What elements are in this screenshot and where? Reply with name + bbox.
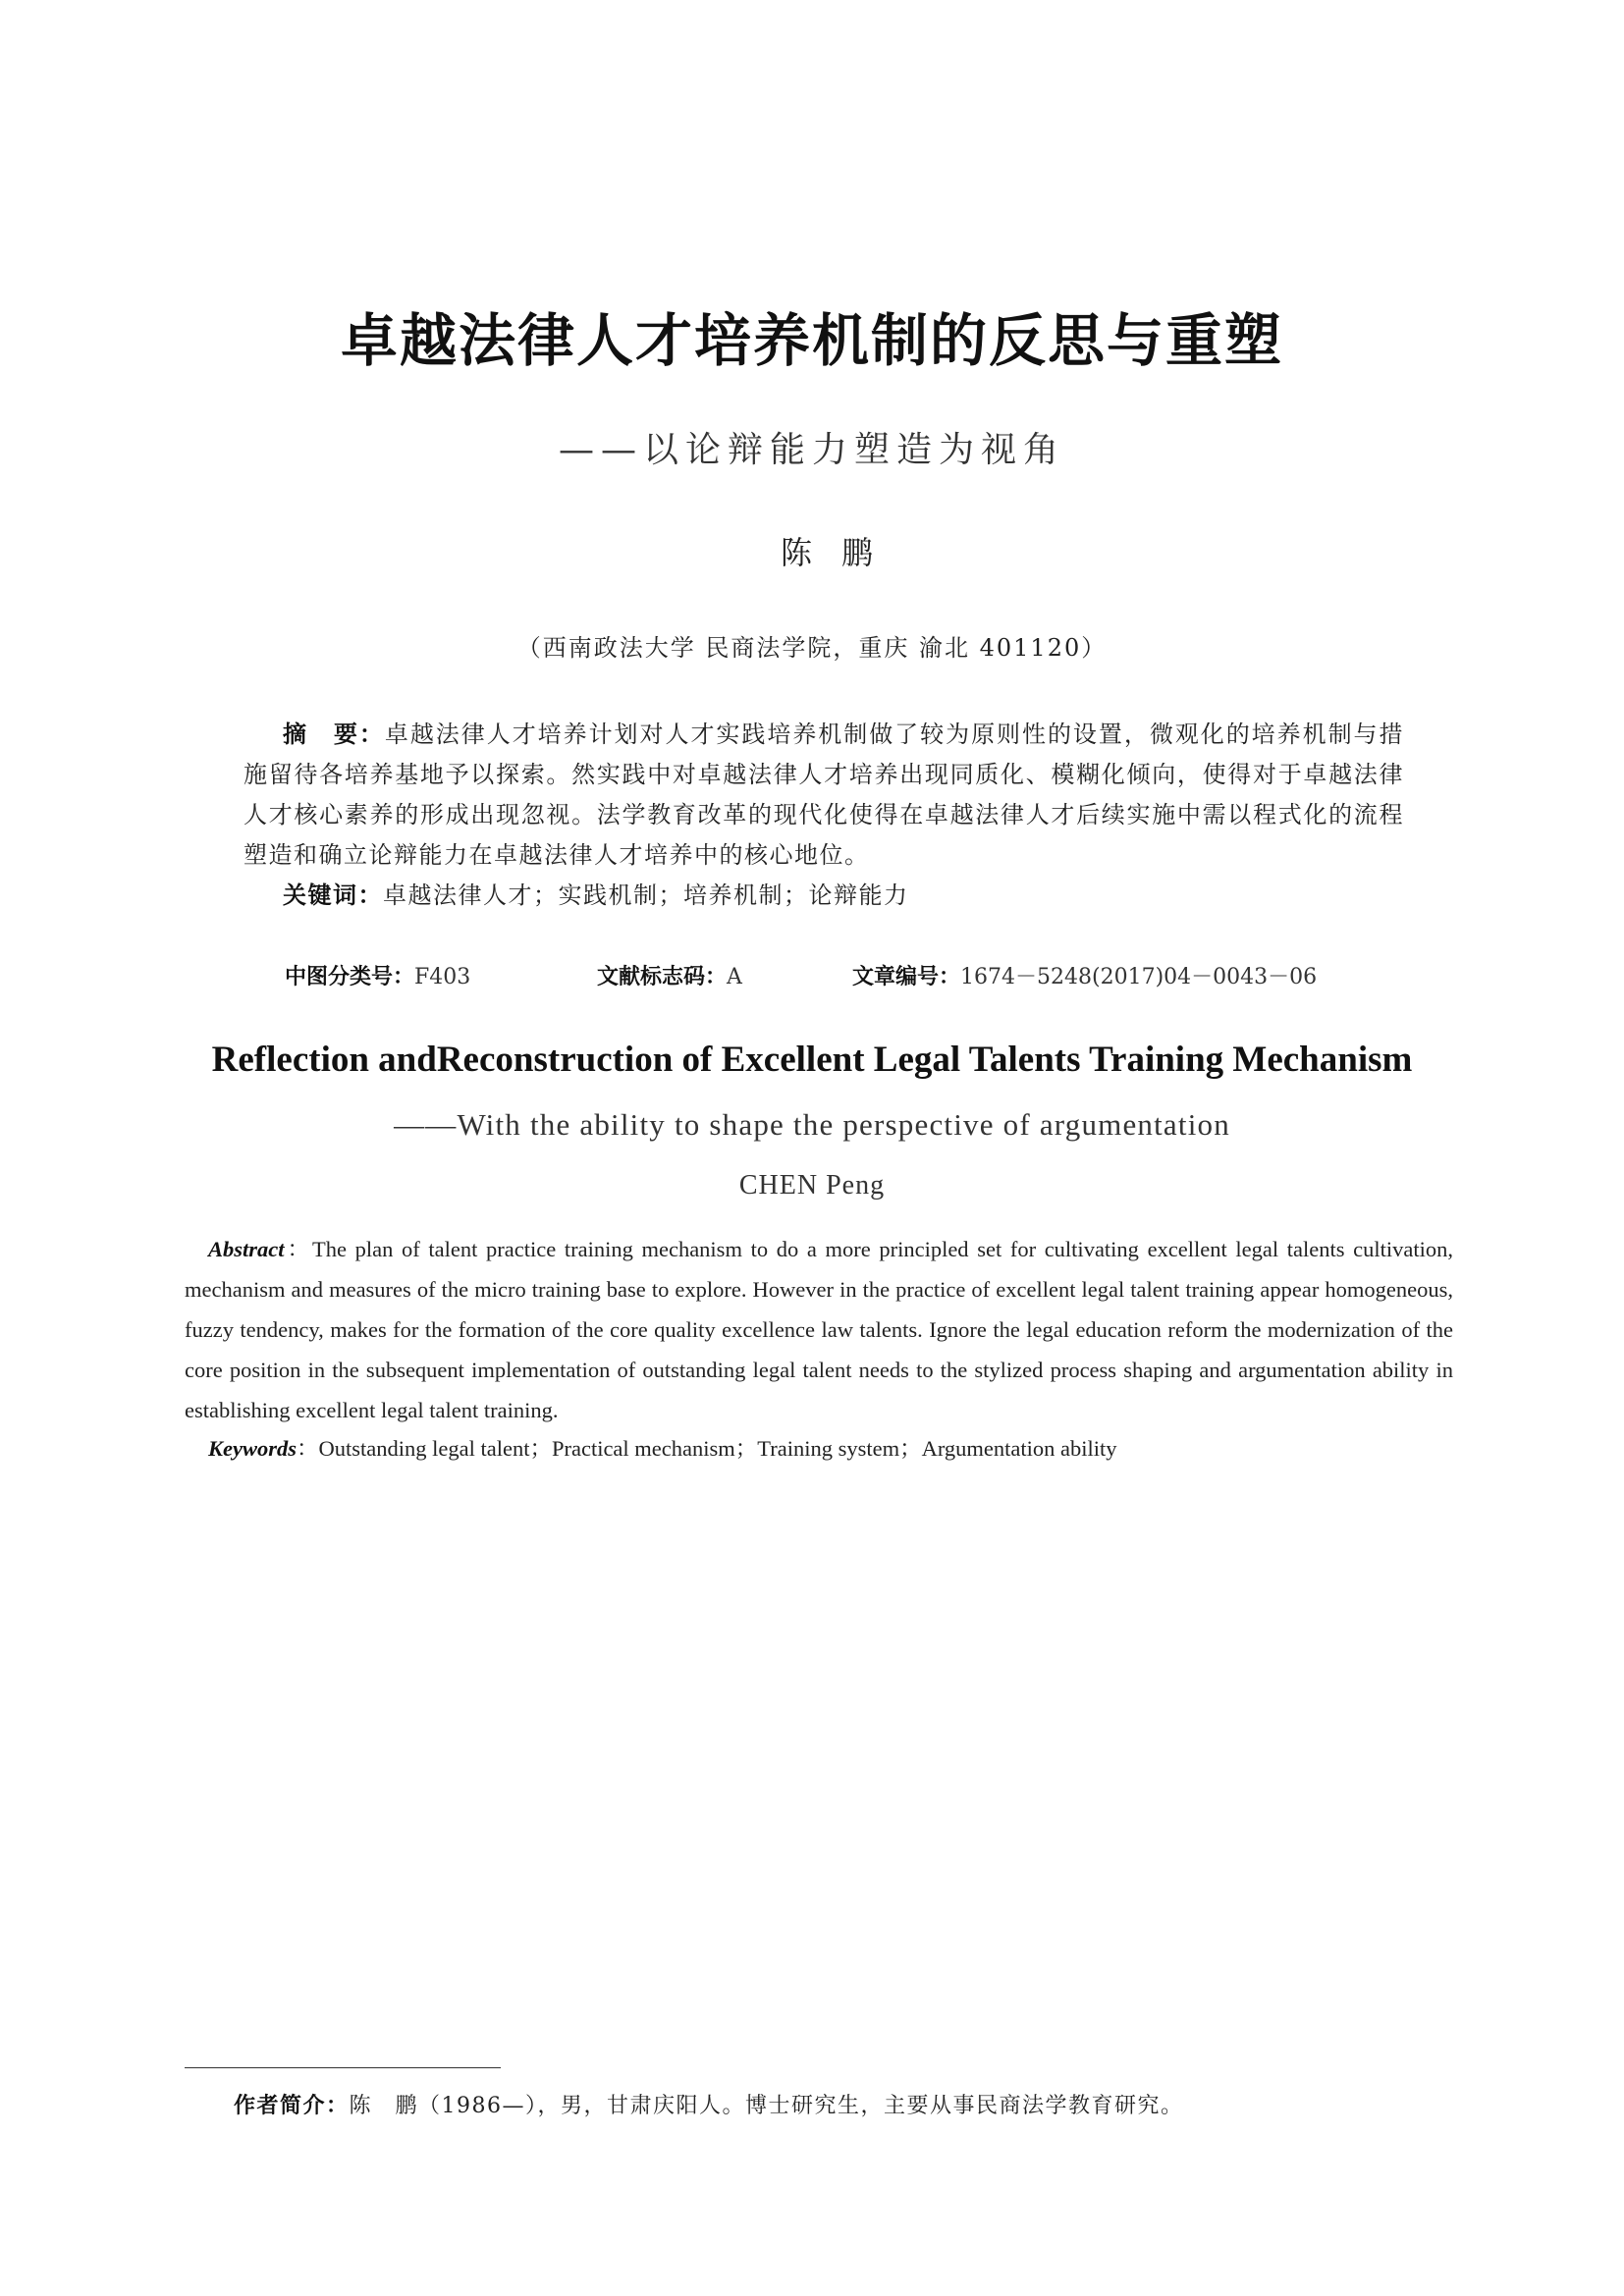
keywords-en-separator: ： [297,1436,319,1461]
keywords-cn-text: 卓越法律人才；实践机制；培养机制；论辩能力 [383,881,909,909]
keywords-cn-label: 关键词： [283,881,383,909]
footnote-label: 作者简介： [234,2094,350,2118]
title-en: Reflection andReconstruction of Excellent Legal Talents Training Mechanism [211,1040,1413,1080]
abstract-en [185,1229,1453,1430]
article-number-value: 1674－5248(2017)04－0043－06 [960,965,1318,989]
document-code-label: 文献标志码： [597,965,728,989]
document-code [597,960,742,990]
footnote-text: 陈 鹏（1986—），男，甘肃庆阳人。博士研究生，主要从事民商法学教育研究。 [349,2094,1184,2118]
abstract-en-separator: ： [284,1237,313,1261]
article-number-label: 文章编号： [852,965,961,989]
clc-number [285,960,470,990]
document-code-value: A [727,965,742,989]
author-footnote [234,2089,1184,2119]
subtitle-en: ——With the ability to shape the perspective of argumentation [394,1107,1230,1142]
abstract-en-text: The plan of talent practice training mechanism to do a more principled set for cultivating excellent legal talents cultivation, mechanism and measures of the micro training base to explore. However in the practice of excellent legal talent training appear homogeneous, fuzzy tendency, makes for the formation of the core quality excellence law talents. Ignore the legal education reform the modernization of the core position in the subsequent implementation of outstanding legal talent needs to the stylized process shaping and argumentation ability in establishing excellent legal talent training. [185,1237,1453,1422]
article-number [852,960,1317,990]
abstract-cn-text: 卓越法律人才培养计划对人才实践培养机制做了较为原则性的设置，微观化的培养机制与措施留待各培养基地予以探索。然实践中对卓越法律人才培养出现同质化、模糊化倾向，使得对于卓越法律人才核心素养的形成出现忽视。法学教育改革的现代化使得在卓越法律人才后续实施中需以程式化的流程塑造和确立论辩能力在卓越法律人才培养中的核心地位。 [244,721,1405,869]
clc-label: 中图分类号： [285,965,415,989]
clc-value: F403 [414,965,471,989]
affiliation-cn: （西南政法大学 民商法学院，重庆 渝北 401120） [516,634,1108,662]
keywords-cn [283,876,909,910]
classification-row [0,960,1624,989]
keywords-en-text: Outstanding legal talent；Practical mechanism；Training system；Argumentation ability [318,1436,1117,1461]
abstract-cn [244,715,1404,876]
title-cn: 卓越法律人才培养机制的反思与重塑 [340,307,1283,374]
keywords-en-label: Keywords [208,1436,297,1461]
abstract-cn-label: 摘 要： [283,721,385,748]
abstract-en-label: Abstract [208,1237,285,1261]
footnote-divider [185,2067,501,2068]
author-cn: 陈鹏 [780,534,902,571]
keywords-en [208,1431,1117,1463]
subtitle-cn: ——以论辩能力塑造为视角 [558,430,1065,470]
author-en: CHEN Peng [738,1170,886,1201]
